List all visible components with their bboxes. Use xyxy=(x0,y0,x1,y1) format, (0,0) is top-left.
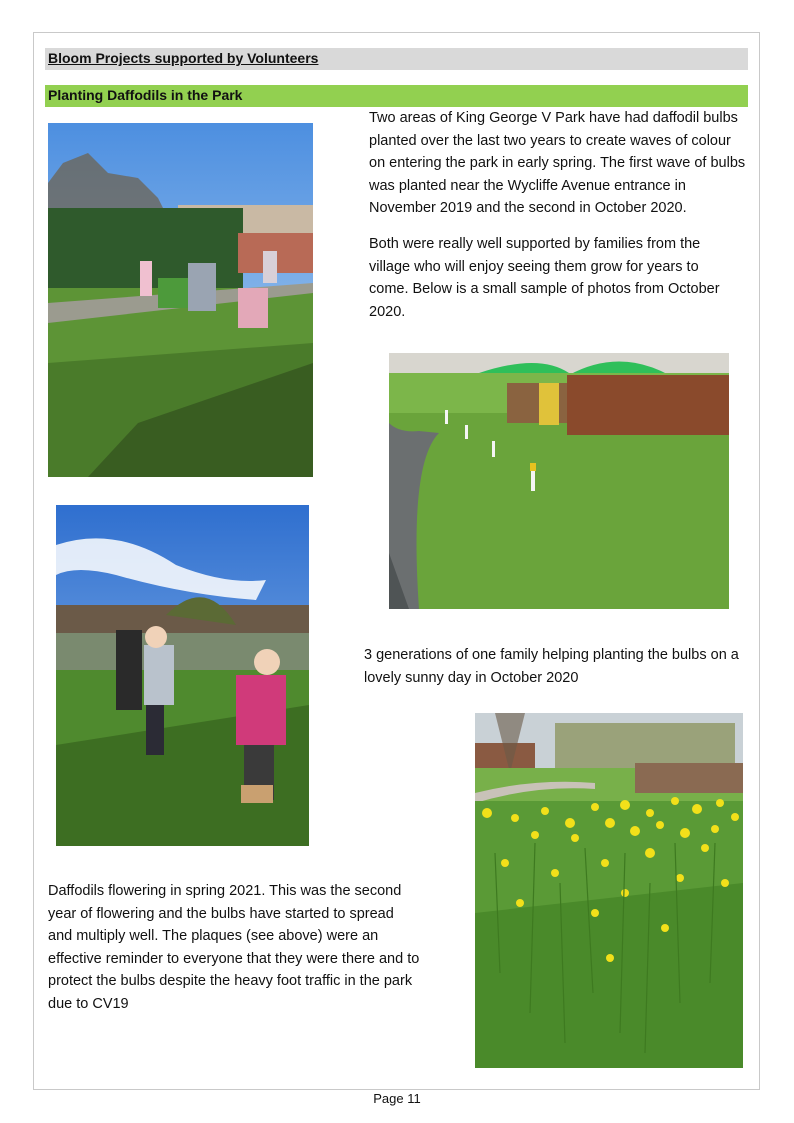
intro-paragraph-2: Both were really well supported by families from the village who will enjoy seeing them grow for years to come. Below is a small sample of photos from October 2020. xyxy=(369,236,720,320)
subsection-title: Planting Daffodils in the Park xyxy=(45,85,748,107)
photo-plaques-lawn xyxy=(389,353,729,609)
photo-families-planting xyxy=(48,123,313,477)
intro-paragraph-1: Two areas of King George V Park have had daffodil bulbs planted over the last two years to create waves of colour on entering the park in early spring. The first wave of bulbs was planted near the Wycliffe Avenue entrance in November 2019 and the second in October 2020. xyxy=(369,110,746,216)
section-title: Bloom Projects supported by Volunteers xyxy=(45,48,748,70)
caption-daffodils: Daffodils flowering in spring 2021. This was the second year of flowering and the bulbs have started to spread and multiply well. The plaques (see above) were an effective reminder to everyone that they were there and to protect the bulbs despite the heavy foot traffic in the park due to CV19 xyxy=(48,883,420,1012)
caption-three-generations: 3 generations of one family helping planting the bulbs on a lovely sunny day in October 2020 xyxy=(364,647,739,686)
page-number: Page 11 xyxy=(373,1091,421,1106)
photo-daffodils-flowering xyxy=(475,713,743,1068)
photo-three-generations xyxy=(56,505,309,846)
